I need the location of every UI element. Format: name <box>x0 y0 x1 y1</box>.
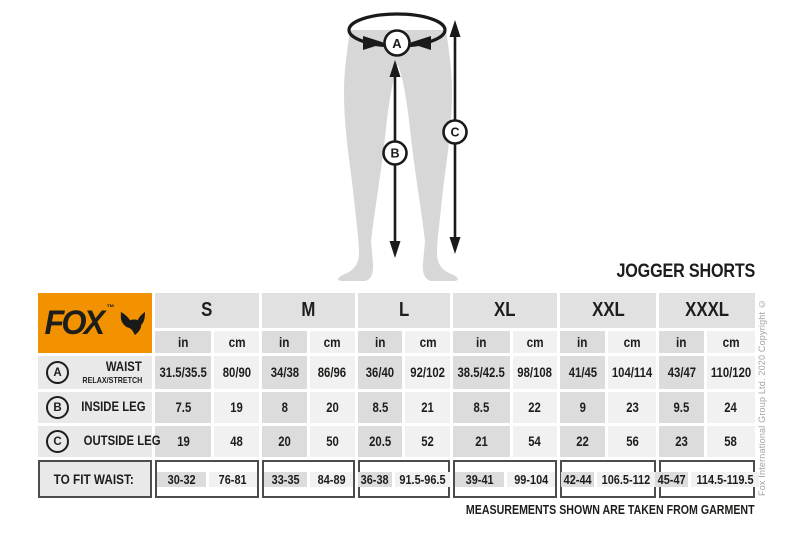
cell-text: S <box>201 299 213 321</box>
table-cell <box>513 356 558 389</box>
table-cell <box>155 356 211 389</box>
cell-text: 24 <box>724 400 738 415</box>
to-fit-value <box>310 472 353 487</box>
unit-header-cm <box>608 331 656 353</box>
cell-text: WAIST <box>106 359 142 375</box>
cell-text: 92/102 <box>410 365 446 380</box>
cell-text: XL <box>494 299 517 321</box>
to-fit-value <box>691 472 759 487</box>
table-cell <box>659 356 704 389</box>
table-cell <box>405 356 450 389</box>
to-fit-box-xxl <box>560 460 656 498</box>
cell-text: 8 <box>281 400 288 415</box>
row-label-outside-leg <box>38 426 161 457</box>
to-fit-box-xxxl <box>659 460 755 498</box>
table-cell <box>214 426 259 457</box>
cell-text: cm <box>419 334 437 350</box>
cell-text: 43/47 <box>667 365 696 380</box>
to-fit-value <box>561 472 594 487</box>
cell-text: 91.5-96.5 <box>398 471 446 487</box>
table-cell <box>513 392 558 423</box>
cell-text: 36/40 <box>365 365 395 380</box>
to-fit-value <box>655 472 688 487</box>
cell-text: 21 <box>475 434 488 449</box>
cell-text: in <box>279 334 290 350</box>
inside-leg-arrowhead-bottom-icon <box>390 241 401 258</box>
trademark-symbol: ™ <box>106 303 115 312</box>
to-fit-box-s <box>155 460 259 498</box>
cell-text: 98/108 <box>517 365 553 380</box>
cell-text: in <box>374 334 386 350</box>
measurement-note <box>38 503 755 517</box>
to-fit-waist-label <box>38 460 152 498</box>
size-header-l <box>358 293 451 328</box>
table-cell <box>707 356 755 389</box>
cell-text: 52 <box>421 434 435 449</box>
table-cell <box>262 392 307 423</box>
table-cell <box>707 426 755 457</box>
cell-text: 21 <box>421 400 435 415</box>
unit-header-in <box>560 331 605 353</box>
cell-text: 8.5 <box>372 400 388 415</box>
unit-header-cm <box>513 331 558 353</box>
to-fit-value <box>264 472 307 487</box>
cell-text: cm <box>526 334 544 350</box>
size-table <box>38 293 755 498</box>
cell-text: 22 <box>528 400 542 415</box>
cell-text: 58 <box>724 434 738 449</box>
table-cell <box>358 356 403 389</box>
to-fit-value <box>455 472 504 487</box>
garment-measurement-diagram <box>325 3 485 288</box>
size-header-xl <box>453 293 557 328</box>
unit-header-cm <box>405 331 450 353</box>
to-fit-value <box>157 472 206 487</box>
table-cell <box>358 392 403 423</box>
table-cell <box>608 356 656 389</box>
table-cell <box>405 392 450 423</box>
table-cell <box>358 426 403 457</box>
row-label-inside-leg <box>38 392 152 423</box>
measure-marker-c: C <box>46 430 69 453</box>
cell-text: 30-32 <box>167 471 196 487</box>
measure-marker-a: A <box>46 361 69 384</box>
table-cell <box>608 392 656 423</box>
size-header-xxxl <box>659 293 755 328</box>
table-cell <box>155 426 211 457</box>
cell-text: 9.5 <box>673 400 690 415</box>
table-cell <box>214 392 259 423</box>
to-fit-value <box>395 472 450 487</box>
table-cell <box>262 356 307 389</box>
to-fit-value <box>597 472 655 487</box>
table-cell <box>707 392 755 423</box>
cell-text: XXL <box>591 299 625 321</box>
cell-text: 104/114 <box>611 365 653 380</box>
cell-text: 19 <box>176 434 190 449</box>
cell-text: L <box>398 299 410 321</box>
cell-text: 20 <box>325 400 339 415</box>
cell-text: 54 <box>528 434 542 449</box>
table-cell <box>560 426 605 457</box>
cell-text: 19 <box>230 400 244 415</box>
row-label-text <box>69 400 146 414</box>
cell-text: INSIDE LEG <box>81 399 146 415</box>
cell-text: 20 <box>278 434 291 449</box>
row-label-text <box>71 360 142 384</box>
cell-text: 23 <box>675 434 688 449</box>
cell-text: 23 <box>625 400 639 415</box>
to-fit-box-m <box>262 460 355 498</box>
cell-text: 41/45 <box>568 365 597 380</box>
cell-text: 86/96 <box>318 365 347 380</box>
cell-text: TO FIT WAIST: <box>53 471 134 487</box>
to-fit-box-l <box>358 460 451 498</box>
table-cell <box>262 426 307 457</box>
table-cell <box>453 356 509 389</box>
cell-text: cm <box>623 334 641 350</box>
table-cell <box>310 356 355 389</box>
cell-text: 22 <box>576 434 590 449</box>
table-cell <box>513 426 558 457</box>
cell-text: 33-35 <box>271 471 300 487</box>
cell-text: 36-38 <box>361 471 389 487</box>
cell-text: RELAX/STRETCH <box>82 374 142 385</box>
to-fit-value <box>209 472 258 487</box>
cell-text: cm <box>323 334 341 350</box>
cell-text: cm <box>722 334 740 350</box>
unit-header-cm <box>214 331 259 353</box>
cell-text: 84-89 <box>317 471 346 487</box>
cell-text: XXXL <box>685 299 730 321</box>
cell-text: OUTSIDE LEG <box>83 433 161 449</box>
table-cell <box>155 392 211 423</box>
cell-text: 99-104 <box>514 471 549 487</box>
cell-text: 8.5 <box>473 400 490 415</box>
cell-text: 9 <box>579 400 586 415</box>
outside-leg-arrowhead-top-icon <box>450 20 461 37</box>
unit-header-in <box>155 331 211 353</box>
measure-point-c-label: C <box>450 125 460 140</box>
cell-text: 76-81 <box>218 471 247 487</box>
cell-text: in <box>676 334 687 350</box>
cell-text: 38.5/42.5 <box>457 365 506 380</box>
unit-header-cm <box>310 331 355 353</box>
cell-text: 56 <box>625 434 639 449</box>
row-label-text <box>69 434 161 448</box>
table-cell <box>310 426 355 457</box>
cell-text: cm <box>228 334 246 350</box>
cell-text: 50 <box>325 434 339 449</box>
cell-text: 42-44 <box>563 471 592 487</box>
cell-text: 114.5-119.5 <box>696 471 754 487</box>
page-title-text: JOGGER SHORTS <box>616 261 755 282</box>
unit-header-in <box>659 331 704 353</box>
table-cell <box>608 426 656 457</box>
table-cell <box>560 356 605 389</box>
table-cell <box>310 392 355 423</box>
cell-text: 39-41 <box>465 471 494 487</box>
cell-text: 45-47 <box>657 471 686 487</box>
size-header-s <box>155 293 259 328</box>
cell-text: 20.5 <box>369 434 392 449</box>
table-cell <box>214 356 259 389</box>
unit-header-in <box>453 331 509 353</box>
page-title <box>38 261 755 283</box>
to-fit-box-xl <box>453 460 557 498</box>
table-cell <box>560 392 605 423</box>
brand-logo-text: FOX <box>44 304 102 342</box>
cell-text: 7.5 <box>175 400 192 415</box>
fox-head-icon <box>117 310 147 336</box>
cell-text: M <box>301 299 316 321</box>
row-label-waist <box>38 356 152 389</box>
copyright-text: Fox International Group Ltd. 2020 Copyright © <box>757 298 767 496</box>
cell-text: 48 <box>230 434 244 449</box>
cell-text: 31.5/35.5 <box>159 365 207 380</box>
cell-text: 106.5-112 <box>602 471 651 487</box>
size-header-m <box>262 293 355 328</box>
cell-text: 80/90 <box>222 365 251 380</box>
measure-point-a-label: A <box>392 35 402 51</box>
unit-header-in <box>358 331 403 353</box>
outside-leg-arrowhead-bottom-icon <box>450 237 461 254</box>
unit-header-in <box>262 331 307 353</box>
table-cell <box>659 392 704 423</box>
cell-text: 34/38 <box>270 365 299 380</box>
cell-text: in <box>476 334 487 350</box>
table-cell <box>405 426 450 457</box>
cell-text: in <box>577 334 588 350</box>
unit-header-cm <box>707 331 755 353</box>
measurement-note-text: MEASUREMENTS SHOWN ARE TAKEN FROM GARMENT <box>466 503 755 517</box>
table-cell <box>453 392 509 423</box>
to-fit-value <box>507 472 556 487</box>
size-header-xxl <box>560 293 656 328</box>
brand-logo <box>38 293 152 353</box>
table-cell <box>659 426 704 457</box>
measure-marker-b: B <box>46 396 69 419</box>
cell-text: 110/120 <box>710 365 752 380</box>
table-cell <box>453 426 509 457</box>
cell-text: in <box>177 334 189 350</box>
measure-point-b-label: B <box>390 146 400 161</box>
to-fit-value <box>358 472 391 487</box>
